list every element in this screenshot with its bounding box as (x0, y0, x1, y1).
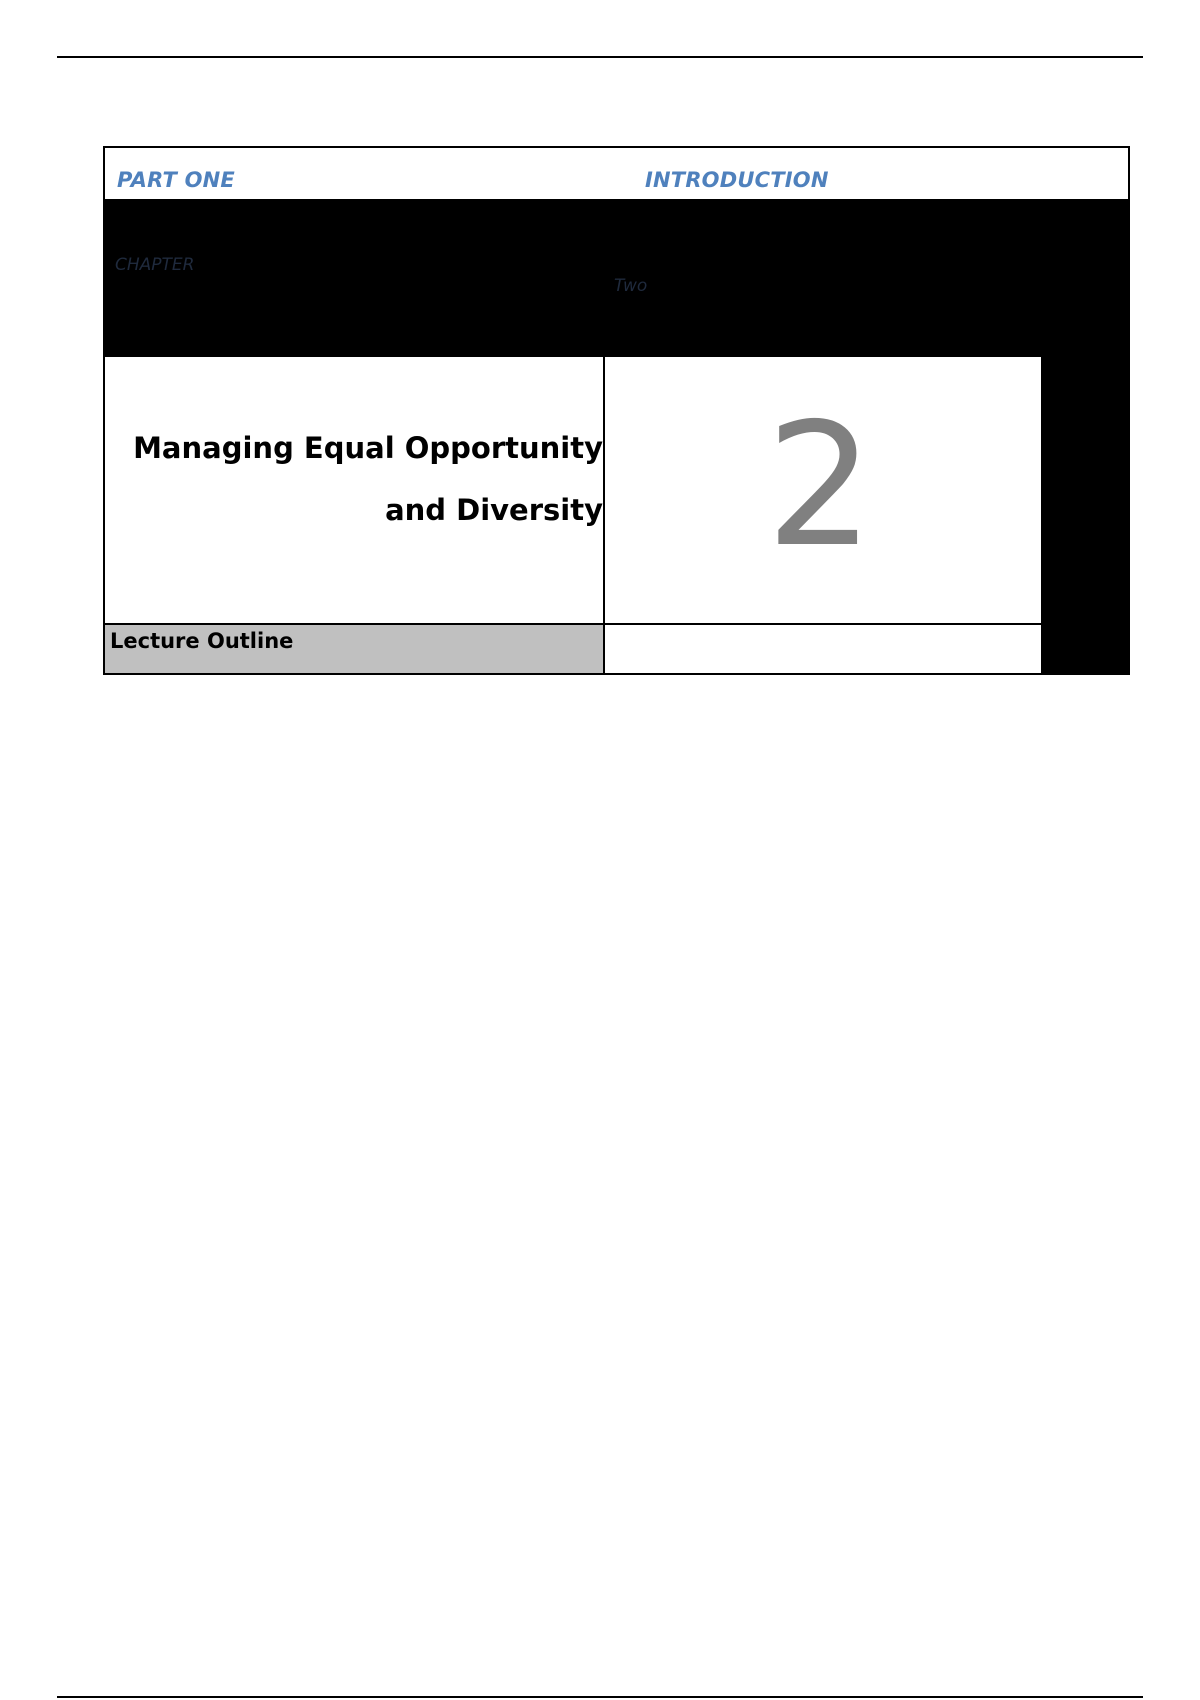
chapter-title (123, 417, 603, 541)
part-label: PART ONE (117, 168, 235, 192)
part-header-row (105, 148, 1128, 199)
top-rule (57, 56, 1143, 58)
bottom-rule (57, 1696, 1143, 1698)
chapter-number-cell (605, 357, 1041, 625)
lecture-outline-label: Lecture Outline (110, 629, 294, 653)
chapter-title-line-1: Managing Equal Opportunity (133, 431, 603, 465)
decorative-side-bar (1041, 199, 1128, 673)
chapter-label: CHAPTER (115, 255, 195, 275)
lecture-outline-cell (105, 625, 605, 673)
chapter-title-cell (105, 357, 605, 625)
section-label: INTRODUCTION (645, 168, 829, 192)
chapter-opener-table (103, 146, 1130, 675)
chapter-number-word: Two (614, 276, 648, 296)
outline-empty-cell (605, 625, 1041, 673)
chapter-number: 2 (765, 387, 875, 585)
chapter-title-line-2: and Diversity (385, 493, 603, 527)
